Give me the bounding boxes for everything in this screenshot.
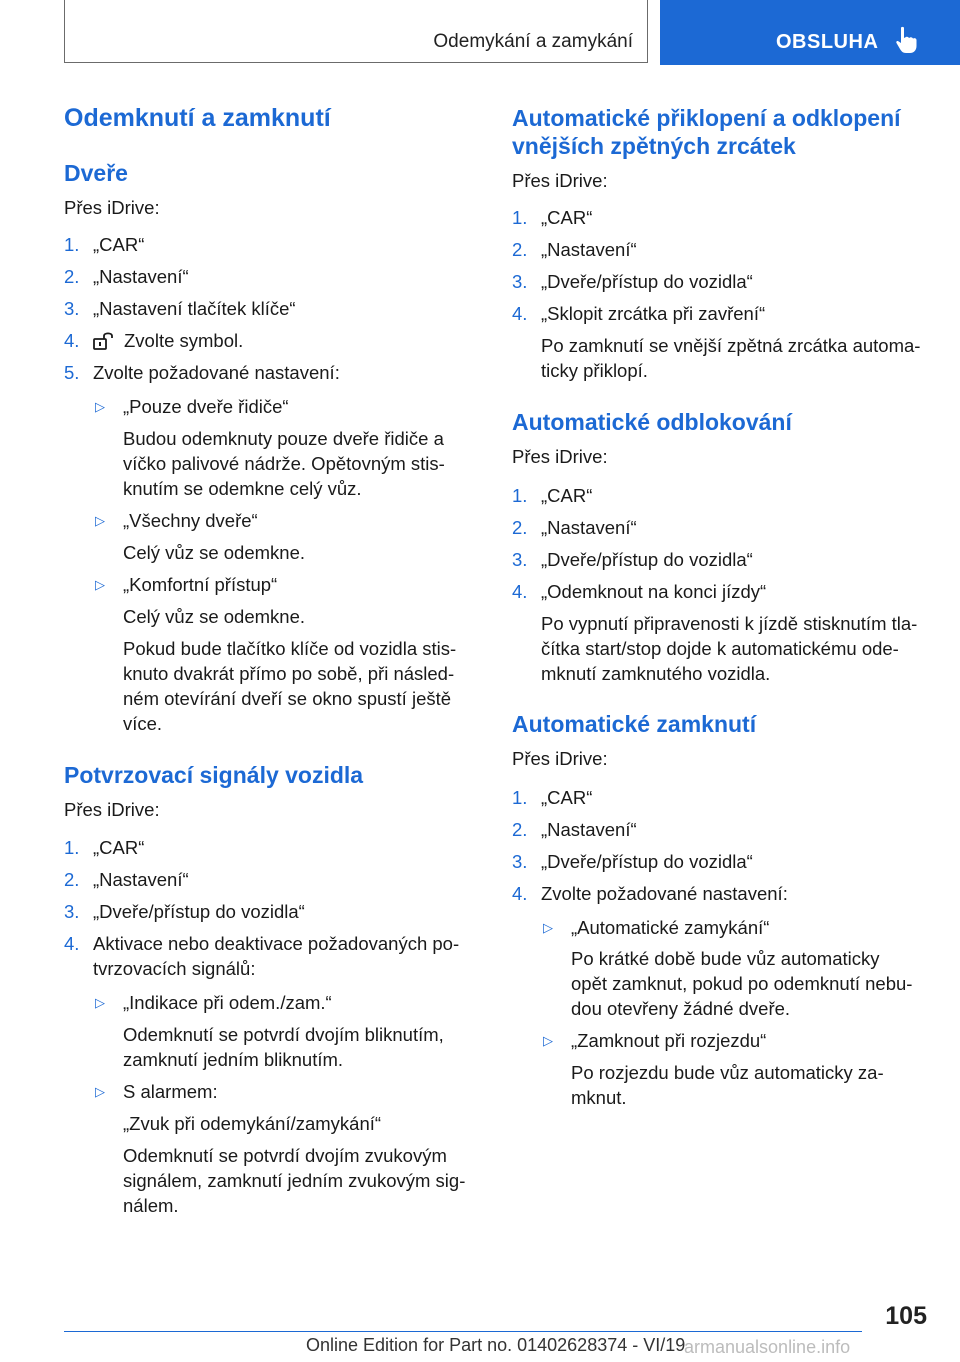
step-number: 1. (512, 485, 528, 506)
option-label: „Automatické zamykání“ (571, 917, 770, 938)
intro-signals: Přes iDrive: (64, 799, 160, 820)
edition-text: Online Edition for Part no. 01402628374 - VI/19 (306, 1335, 686, 1355)
option-desc: Po rozjezdu bude vůz automaticky za- (571, 1062, 884, 1083)
step-desc: ticky přiklopí. (541, 360, 648, 381)
step-number: 2. (64, 266, 80, 287)
step-number: 1. (512, 787, 528, 808)
option-desc: knutím se odemkne celý vůz. (123, 478, 362, 499)
step-text-cont: tvrzovacích signálů: (93, 958, 256, 979)
step-text: „Nastavení“ (541, 517, 637, 538)
footer-rule (64, 1331, 862, 1332)
step-text: Zvolte symbol. (124, 330, 244, 351)
option-label: S alarmem: (123, 1081, 218, 1102)
step-text: „Nastavení“ (93, 869, 189, 890)
pointing-hand-icon (894, 26, 920, 54)
step-number: 4. (64, 933, 80, 954)
note-line: knuto dvakrát přímo po sobě, při násled- (123, 663, 455, 684)
step-text: Zvolte požadované nastavení: (541, 883, 788, 904)
step-number: 4. (64, 330, 80, 351)
heading-auto-lock: Automatické zamknutí (512, 711, 757, 737)
option-desc: Budou odemknuty pouze dveře řidiče a (123, 428, 444, 449)
option-label: „Zamknout při rozjezdu“ (571, 1030, 767, 1051)
page-number: 105 (885, 1302, 927, 1330)
step-text: „CAR“ (93, 234, 145, 255)
step-text: Zvolte požadované nastavení: (93, 362, 340, 383)
step-number: 3. (64, 298, 80, 319)
option-desc: Odemknutí se potvrdí dvojím zvukovým (123, 1145, 447, 1166)
bullet-triangle: ▷ (95, 995, 105, 1010)
intro-doors: Přes iDrive: (64, 197, 160, 218)
step-text: „Nastavení“ (93, 266, 189, 287)
option-desc: „Zvuk při odemykání/zamykání“ (123, 1113, 382, 1134)
bullet-triangle: ▷ (95, 513, 105, 528)
option-desc: signálem, zamknutí jedním zvukovým sig- (123, 1170, 466, 1191)
option-desc: Po krátké době bude vůz automaticky (571, 948, 880, 969)
page-header (0, 0, 960, 66)
step-number: 2. (512, 517, 528, 538)
option-label: „Pouze dveře řidiče“ (123, 396, 289, 417)
option-desc: Celý vůz se odemkne. (123, 606, 306, 627)
section-tab-label: OBSLUHA (776, 31, 879, 53)
option-desc: opět zamknut, pokud po odemknutí nebu- (571, 973, 913, 994)
step-desc: čítka start/stop dojde k automatickému ode- (541, 638, 899, 659)
step-number: 4. (512, 883, 528, 904)
step-number: 3. (512, 271, 528, 292)
step-text: „Dveře/přístup do vozidla“ (93, 901, 305, 922)
step-text: Aktivace nebo deaktivace požadovaných po- (93, 933, 460, 954)
chapter-box (64, 0, 648, 63)
step-text: „Nastavení tlačítek klíče“ (93, 298, 296, 319)
option-desc: Odemknutí se potvrdí dvojím bliknutím, (123, 1024, 444, 1045)
heading-doors: Dveře (64, 160, 128, 186)
step-number: 4. (512, 581, 528, 602)
heading-auto-unlock: Automatické odblokování (512, 409, 792, 435)
bullet-triangle: ▷ (95, 399, 105, 414)
intro-auto-lock: Přes iDrive: (512, 748, 608, 769)
bullet-triangle: ▷ (95, 577, 105, 592)
intro-mirrors: Přes iDrive: (512, 170, 608, 191)
step-desc: Po vypnutí připravenosti k jízdě stisknutím tla- (541, 613, 918, 634)
bullet-triangle: ▷ (543, 1033, 553, 1048)
step-number: 3. (512, 851, 528, 872)
step-number: 1. (64, 234, 80, 255)
step-text: „Nastavení“ (541, 239, 637, 260)
step-text: „CAR“ (541, 485, 593, 506)
note-line: ném otevírání dveří se okno spustí ještě (123, 688, 452, 709)
step-number: 4. (512, 303, 528, 324)
bullet-triangle: ▷ (95, 1084, 105, 1099)
step-number: 1. (512, 207, 528, 228)
option-desc: Celý vůz se odemkne. (123, 542, 306, 563)
heading-confirmation-signals: Potvrzovací signály vozidla (64, 762, 364, 788)
step-text: „CAR“ (93, 837, 145, 858)
step-number: 2. (64, 869, 80, 890)
option-desc: nálem. (123, 1195, 179, 1216)
note-line: Pokud bude tlačítko klíče od vozidla stis- (123, 638, 457, 659)
step-number: 1. (64, 837, 80, 858)
section-title-unlock-lock: Odemknutí a zamknutí (64, 104, 331, 132)
option-label: „Komfortní přístup“ (123, 574, 278, 595)
heading-mirrors-line2: vnějších zpětných zrcátek (512, 133, 796, 159)
step-number: 3. (512, 549, 528, 570)
step-text: „Nastavení“ (541, 819, 637, 840)
step-text: „Sklopit zrcátka při zavření“ (541, 303, 766, 324)
section-tab (660, 0, 960, 65)
chapter-title: Odemykání a zamykání (433, 31, 633, 52)
bullet-triangle: ▷ (543, 920, 553, 935)
step-desc: mknutí zamknutého vozidla. (541, 663, 771, 684)
note-line: více. (123, 713, 163, 734)
watermark: armanualsonline.info (684, 1337, 851, 1357)
option-label: „Všechny dveře“ (123, 510, 258, 531)
heading-mirrors-line1: Automatické přiklopení a odklopení (512, 105, 901, 131)
option-desc: víčko palivové nádrže. Opětovným stis- (123, 453, 445, 474)
step-number: 3. (64, 901, 80, 922)
step-text: „Odemknout na konci jízdy“ (541, 581, 767, 602)
step-text: „CAR“ (541, 787, 593, 808)
intro-auto-unlock: Přes iDrive: (512, 446, 608, 467)
step-number: 2. (512, 239, 528, 260)
option-desc: dou otevřeny žádné dveře. (571, 998, 791, 1019)
step-text: „Dveře/přístup do vozidla“ (541, 851, 753, 872)
step-text: „Dveře/přístup do vozidla“ (541, 549, 753, 570)
step-desc: Po zamknutí se vnější zpětná zrcátka automa- (541, 335, 921, 356)
step-text: „CAR“ (541, 207, 593, 228)
option-desc: zamknutí jedním bliknutím. (123, 1049, 344, 1070)
option-desc: mknut. (571, 1087, 627, 1108)
option-label: „Indikace při odem./zam.“ (123, 992, 332, 1013)
step-number: 5. (64, 362, 80, 383)
step-number: 2. (512, 819, 528, 840)
unlock-icon (93, 332, 117, 350)
step-text: „Dveře/přístup do vozidla“ (541, 271, 753, 292)
